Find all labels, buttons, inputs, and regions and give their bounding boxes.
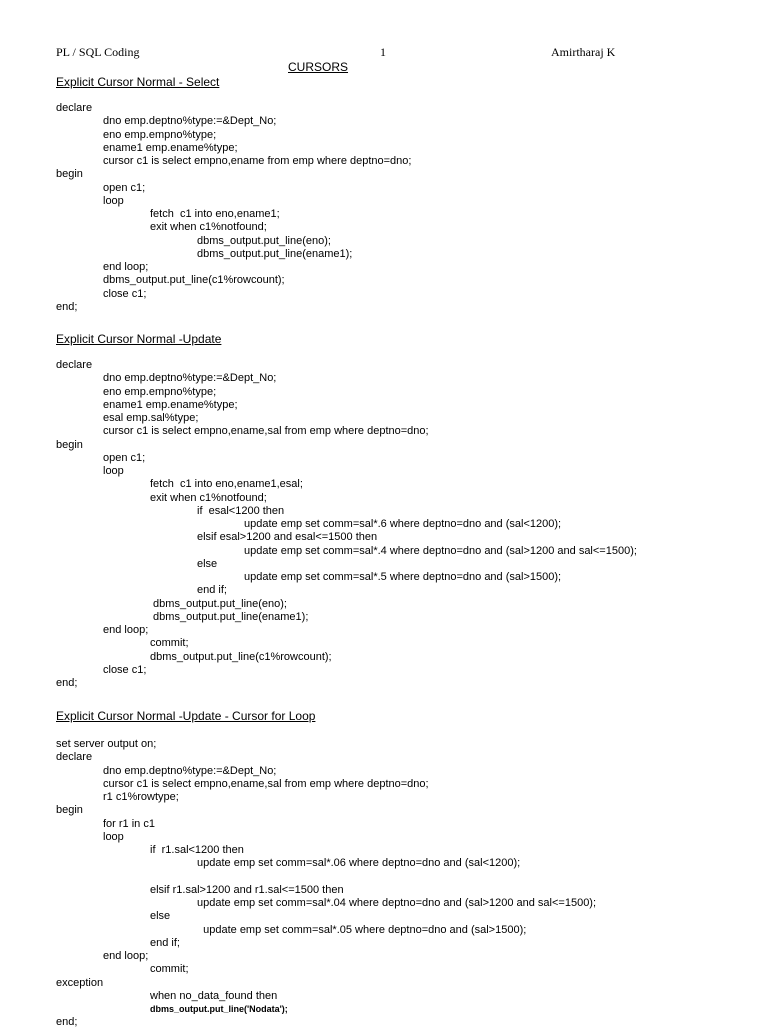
code-line: open c1;: [103, 181, 146, 194]
code-line: else: [150, 910, 171, 923]
section-heading: Explicit Cursor Normal -Update - Cursor for Loop: [56, 709, 316, 723]
code-line: set server output on;: [56, 738, 157, 750]
code-line: dbms_output.put_line(eno);: [150, 597, 287, 610]
code-line: end loop;: [103, 261, 149, 273]
code-line: begin: [56, 168, 83, 181]
code-line: cursor c1 is select empno,ename from emp where deptno=dno;: [103, 155, 412, 167]
code-line: cursor c1 is select empno,ename,sal from emp where deptno=dno;: [103, 777, 429, 790]
code-line: loop: [103, 194, 124, 207]
code-line: dno emp.deptno%type:=&Dept_No;: [103, 115, 277, 128]
code-line: update emp set comm=sal*.4 where deptno=dno and (sal>1200 and sal<=1500);: [244, 544, 637, 557]
code-line: begin: [56, 804, 83, 817]
section-heading: Explicit Cursor Normal - Select: [56, 75, 220, 89]
code-line: if r1.sal<1200 then: [150, 844, 244, 856]
code-line: fetch c1 into eno,ename1,esal;: [150, 478, 303, 491]
code-line: end loop;: [103, 950, 149, 962]
code-line: esal emp.sal%type;: [103, 412, 199, 424]
code-line: exception: [56, 976, 104, 989]
code-line: when no_data_found then: [150, 989, 278, 1002]
code-line: end if;: [150, 936, 180, 949]
code-line: eno emp.empno%type;: [103, 385, 217, 398]
code-line: close c1;: [103, 663, 147, 676]
code-line: declare: [56, 359, 93, 371]
code-line: for r1 in c1: [103, 817, 155, 830]
code-line: end;: [56, 300, 78, 313]
code-line: close c1;: [103, 287, 147, 300]
code-line: end;: [56, 677, 78, 689]
code-line: update emp set comm=sal*.05 where deptno=dno and (sal>1500);: [197, 923, 527, 936]
code-line: ename1 emp.ename%type;: [103, 141, 238, 154]
code-line: exit when c1%notfound;: [150, 491, 267, 504]
code-line: declare: [56, 751, 93, 764]
code-line: end;: [56, 1016, 78, 1029]
code-line: begin: [56, 438, 83, 451]
code-block: [56, 102, 756, 314]
code-line: dbms_output.put_line(ename1);: [150, 610, 309, 623]
code-line: fetch c1 into eno,ename1;: [150, 208, 280, 220]
code-line: dbms_output.put_line(eno);: [197, 234, 331, 247]
code-line: update emp set comm=sal*.06 where deptno=dno and (sal<1200);: [197, 857, 521, 870]
code-line: dbms_output.put_line(c1%rowcount);: [150, 650, 332, 663]
code-line: if esal<1200 then: [197, 504, 285, 517]
code-line: else: [197, 557, 218, 570]
code-line: update emp set comm=sal*.04 where deptno=dno and (sal>1200 and sal<=1500);: [197, 897, 597, 909]
code-line: eno emp.empno%type;: [103, 128, 217, 141]
code-line: elsif esal>1200 and esal<=1500 then: [197, 531, 378, 544]
code-line: update emp set comm=sal*.6 where deptno=dno and (sal<1200);: [244, 518, 562, 530]
header-left: PL / SQL Coding: [56, 45, 140, 59]
code-line: dno emp.deptno%type:=&Dept_No;: [103, 764, 277, 777]
code-line: open c1;: [103, 451, 146, 464]
code-line: end loop;: [103, 624, 149, 636]
code-line: cursor c1 is select empno,ename,sal from emp where deptno=dno;: [103, 425, 429, 438]
code-line: loop: [103, 830, 124, 843]
code-line: loop: [103, 465, 124, 477]
code-line: dno emp.deptno%type:=&Dept_No;: [103, 372, 277, 385]
code-line: declare: [56, 102, 93, 114]
code-line: [56, 871, 756, 884]
code-block: [56, 359, 756, 690]
code-line: r1 c1%rowtype;: [103, 791, 179, 803]
page-number: 1: [380, 45, 386, 59]
code-line: ename1 emp.ename%type;: [103, 398, 238, 411]
header-author: Amirtharaj K: [551, 45, 616, 59]
code-line: commit;: [150, 963, 189, 976]
code-line: commit;: [150, 637, 189, 650]
code-line: dbms_output.put_line('Nodata');: [150, 1004, 288, 1014]
document-title: CURSORS: [288, 60, 349, 74]
code-block: [56, 738, 756, 1030]
code-line: dbms_output.put_line(c1%rowcount);: [103, 274, 285, 287]
code-line: elsif r1.sal>1200 and r1.sal<=1500 then: [150, 883, 344, 896]
code-line: end if;: [197, 584, 227, 597]
code-line: update emp set comm=sal*.5 where deptno=dno and (sal>1500);: [244, 571, 562, 583]
code-line: dbms_output.put_line(ename1);: [197, 247, 353, 260]
section-heading: Explicit Cursor Normal -Update: [56, 332, 222, 346]
code-line: exit when c1%notfound;: [150, 221, 267, 234]
